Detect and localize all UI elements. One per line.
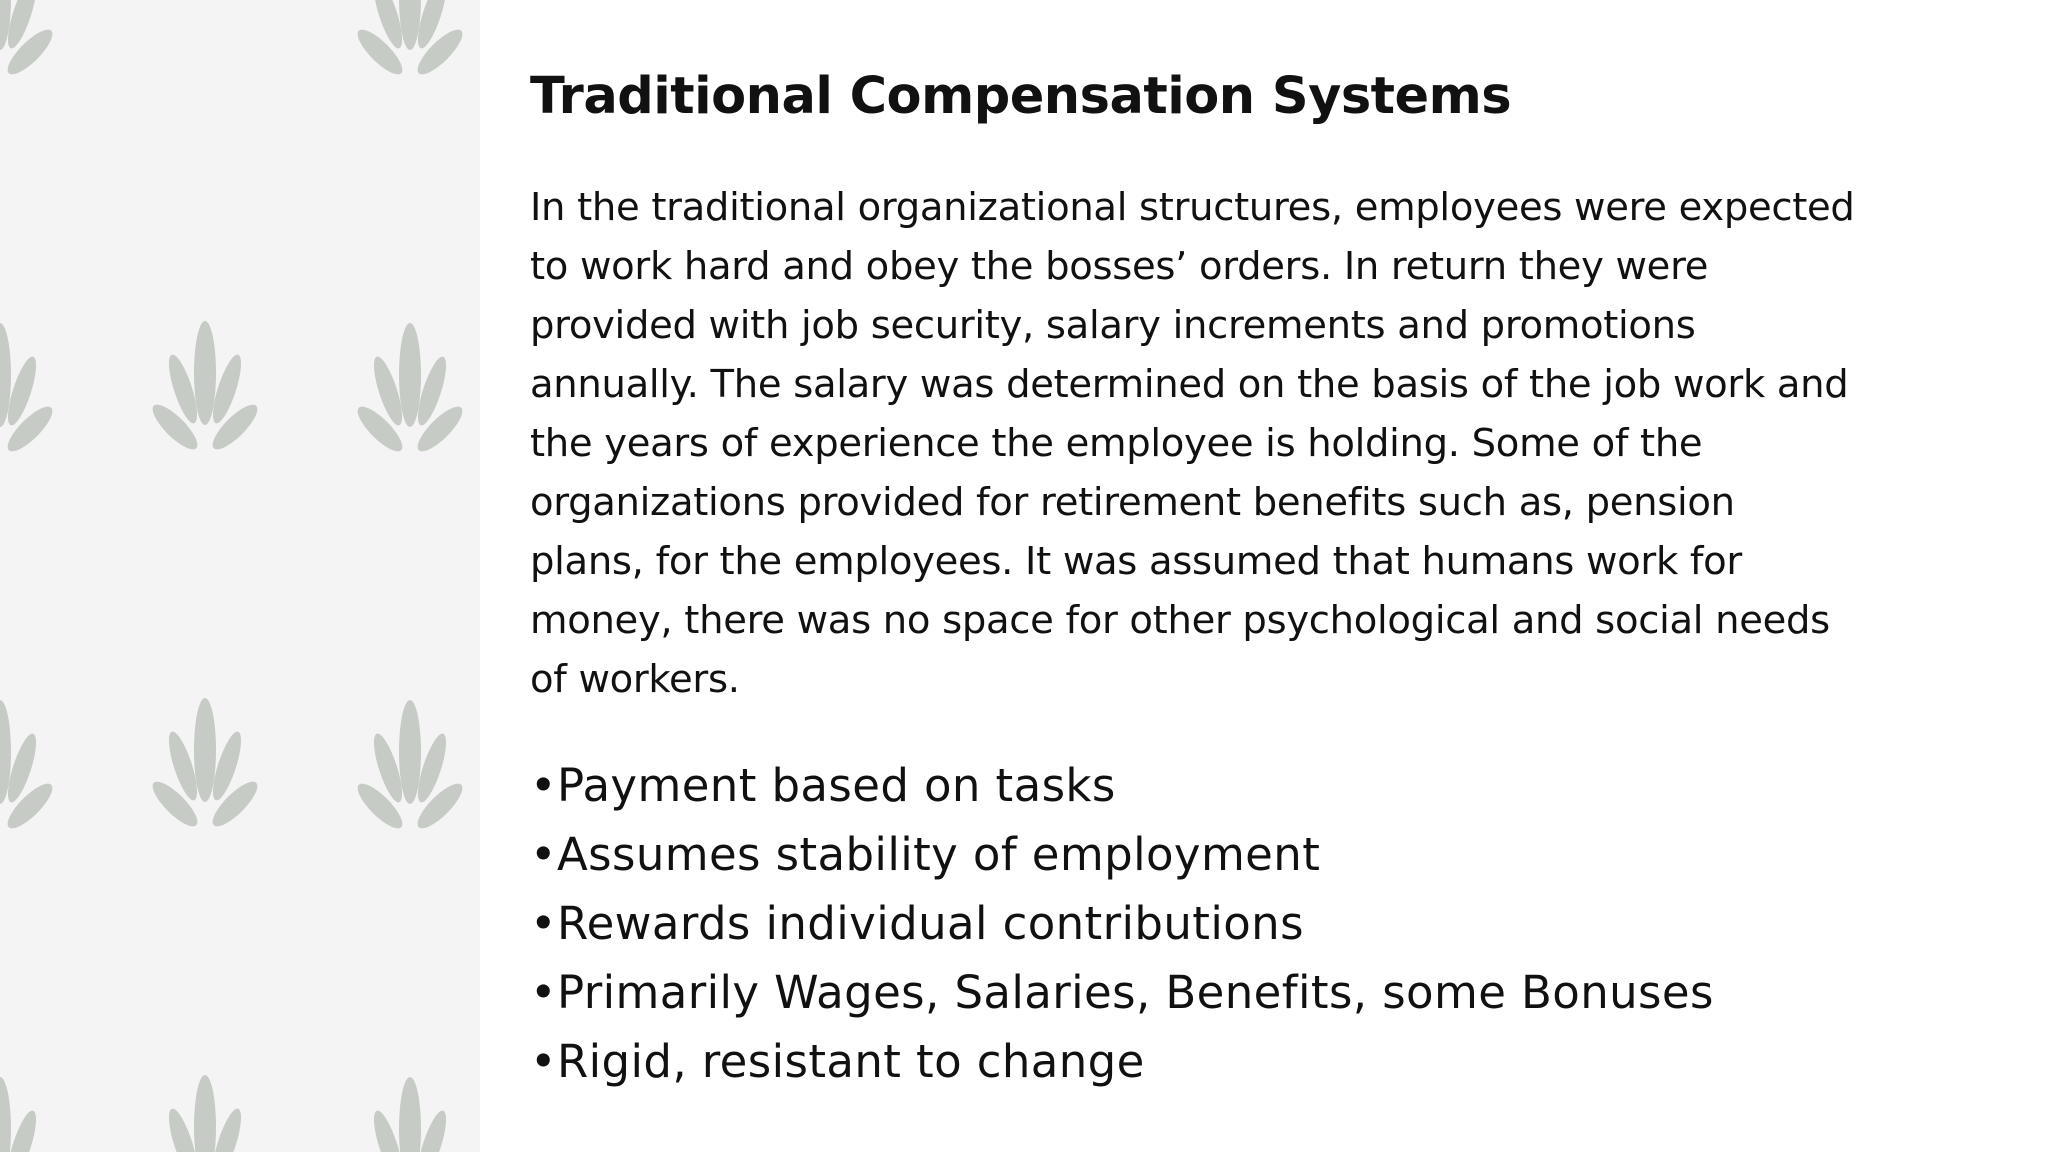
- slide-title: Traditional Compensation Systems: [530, 67, 1512, 126]
- leaf-sprig-icon: [147, 321, 264, 455]
- bullet-item: •Payment based on tasks: [530, 759, 1116, 812]
- paragraph-line: of workers.: [530, 657, 740, 702]
- leaf-sprig-icon: [0, 0, 58, 80]
- bullet-item: •Rigid, resistant to change: [530, 1035, 1145, 1088]
- leaf-sprig-icon: [0, 700, 58, 834]
- paragraph-line: In the traditional organizational structures, employees were expected: [530, 185, 1855, 230]
- bullet-item: •Rewards individual contributions: [530, 897, 1304, 950]
- leaf-pattern: [0, 0, 480, 1152]
- bullet-item: •Primarily Wages, Salaries, Benefits, some Bonuses: [530, 966, 1714, 1019]
- bullet-item: •Assumes stability of employment: [530, 828, 1321, 881]
- bullet-list: [530, 751, 2010, 1096]
- leaf-sprig-icon: [147, 698, 264, 832]
- paragraph-line: provided with job security, salary increments and promotions: [530, 303, 1696, 348]
- leaf-sprig-icon: [352, 1077, 469, 1152]
- paragraph-line: organizations provided for retirement benefits such as, pension: [530, 480, 1735, 525]
- paragraph-line: plans, for the employees. It was assumed that humans work for: [530, 539, 1742, 584]
- slide-content: [530, 58, 2010, 1096]
- paragraph-line: the years of experience the employee is holding. Some of the: [530, 421, 1703, 466]
- paragraph-line: annually. The salary was determined on the basis of the job work and: [530, 362, 1849, 407]
- leaf-sprig-icon: [147, 1075, 264, 1152]
- decorative-leaf-panel: [0, 0, 480, 1152]
- leaf-sprig-icon: [0, 1077, 58, 1152]
- leaf-sprig-icon: [352, 0, 469, 80]
- leaf-sprig-icon: [352, 700, 469, 834]
- body-paragraph: [530, 178, 2010, 709]
- leaf-sprig-icon: [0, 323, 58, 457]
- leaf-sprig-icon: [352, 323, 469, 457]
- paragraph-line: to work hard and obey the bosses’ orders. In return they were: [530, 244, 1709, 289]
- paragraph-line: money, there was no space for other psychological and social needs: [530, 598, 1830, 643]
